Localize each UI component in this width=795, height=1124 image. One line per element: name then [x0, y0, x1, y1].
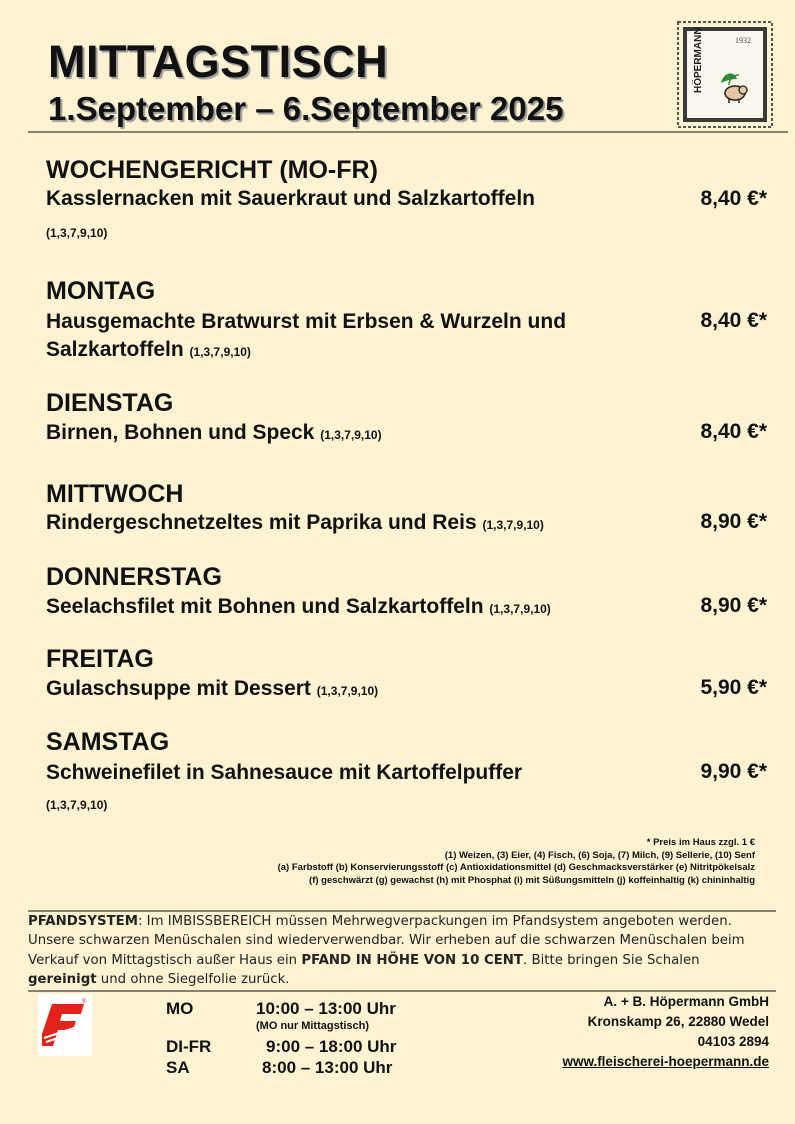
company-address: Kronskamp 26, 22880 Wedel	[587, 1014, 769, 1029]
dish-name: Gulaschsuppe mit Dessert	[46, 677, 311, 700]
logo-wordmark: HÖPERMANN	[693, 27, 704, 93]
dish-mittwoch	[46, 509, 666, 539]
dish-name: Birnen, Bohnen und Speck	[46, 421, 315, 444]
dish-samstag	[46, 759, 666, 787]
dish-freitag	[46, 675, 666, 705]
price-montag: 8,40 €*	[700, 309, 767, 332]
day-heading-montag: MONTAG	[46, 277, 156, 305]
day-heading-dienstag: DIENSTAG	[46, 389, 174, 417]
allergens-dienstag: (1,3,7,9,10)	[320, 428, 382, 442]
company-name: A. + B. Höpermann GmbH	[603, 994, 769, 1009]
hours-mo-label: MO	[166, 999, 194, 1018]
pfand-notice	[28, 912, 768, 990]
svg-text:®: ®	[82, 999, 87, 1005]
pfand-text: und ohne Siegelfolie zurück.	[96, 972, 290, 988]
company-info	[509, 992, 769, 1072]
hoepermann-stamp-logo	[677, 21, 773, 128]
allergens-montag: (1,3,7,9,10)	[189, 345, 251, 359]
day-heading-wochengericht: WOCHENGERICHT (MO-FR)	[46, 156, 378, 184]
logo-year: 1932	[735, 36, 751, 45]
hours-difr-time: 9:00 – 18:00 Uhr	[266, 1037, 397, 1056]
dish-donnerstag	[46, 593, 666, 623]
day-heading-samstag: SAMSTAG	[46, 728, 170, 756]
dish-name: Rindergeschnetzeltes mit Paprika und Reis	[46, 511, 477, 534]
note-additives-2: (f) geschwärzt (g) gewachst (h) mit Phosphat (i) mit Süßungsmitteln (j) koffeinhaltig (k) chininhaltig	[309, 874, 755, 886]
dish-name: Kasslernacken mit Sauerkraut und Salzkartoffeln	[46, 187, 535, 210]
company-website-link[interactable]: www.fleischerei-hoepermann.de	[562, 1054, 769, 1069]
fleischer-f-logo	[38, 994, 92, 1056]
header-divider	[28, 131, 788, 133]
hours-sa-label: SA	[166, 1058, 190, 1077]
dish-name: Schweinefilet in Sahnesauce mit Kartoffelpuffer	[46, 761, 523, 784]
allergens-donnerstag: (1,3,7,9,10)	[489, 602, 551, 616]
price-mittwoch: 8,90 €*	[700, 510, 767, 533]
dish-name-line2: Salzkartoffeln	[46, 338, 184, 361]
price-freitag: 5,90 €*	[700, 676, 767, 699]
day-heading-freitag: FREITAG	[46, 645, 154, 673]
pfand-amount: PFAND IN HÖHE VON 10 CENT	[301, 952, 523, 968]
hours-sa-time: 8:00 – 13:00 Uhr	[262, 1058, 393, 1077]
pfand-label: PFANDSYSTEM	[28, 914, 138, 929]
allergens-freitag: (1,3,7,9,10)	[316, 684, 379, 698]
pfand-text: : Im IMBISSBEREICH müssen Mehrwegverpackungen im Pfandsystem angeboten werden. Unsere schwarzen Menüschalen sind wiederverwendbar. Wir erheben auf die schwarzen Menüschalen beim Verkauf von Mittagstisch außer Haus ein	[28, 914, 745, 968]
price-and-allergen-notes	[135, 837, 755, 887]
price-donnerstag: 8,90 €*	[700, 594, 767, 617]
page-title: MITTAGSTISCH	[48, 36, 389, 87]
note-price: * Preis im Haus zzgl. 1 €	[646, 837, 755, 848]
price-samstag: 9,90 €*	[700, 760, 767, 783]
price-dienstag: 8,40 €*	[700, 420, 767, 443]
dish-montag	[46, 308, 666, 366]
note-allergens: (1) Weizen, (3) Eier, (4) Fisch, (6) Soja, (7) Milch, (9) Sellerie, (10) Senf	[444, 849, 755, 861]
pfand-text: . Bitte bringen Sie Schalen	[523, 952, 700, 968]
allergens-wochengericht: (1,3,7,9,10)	[46, 226, 108, 240]
note-additives-1: (a) Farbstoff (b) Konservierungsstoff (c) Antioxidationsmittel (d) Geschmacksverstärker (e) Nitritpökelsalz	[277, 862, 755, 873]
day-heading-mittwoch: MITTWOCH	[46, 480, 184, 508]
hours-difr-label: DI-FR	[166, 1037, 212, 1056]
dish-name: Hausgemachte Bratwurst mit Erbsen & Wurzeln und	[46, 310, 567, 333]
date-range: 1.September – 6.September 2025	[48, 90, 564, 127]
price-wochengericht: 8,40 €*	[700, 187, 767, 210]
pfand-emphasis: gereinigt	[28, 972, 97, 988]
dish-dienstag	[46, 419, 666, 449]
hours-mo-note: (MO nur Mittagstisch)	[256, 1020, 370, 1032]
allergens-mittwoch: (1,3,7,9,10)	[482, 518, 544, 532]
dish-wochengericht	[46, 185, 666, 213]
company-phone: 04103 2894	[697, 1034, 769, 1049]
hours-mo-time: 10:00 – 13:00 Uhr	[256, 999, 396, 1018]
dish-name: Seelachsfilet mit Bohnen und Salzkartoffeln	[46, 595, 484, 618]
allergens-samstag: (1,3,7,9,10)	[46, 798, 108, 812]
day-heading-donnerstag: DONNERSTAG	[46, 563, 222, 591]
